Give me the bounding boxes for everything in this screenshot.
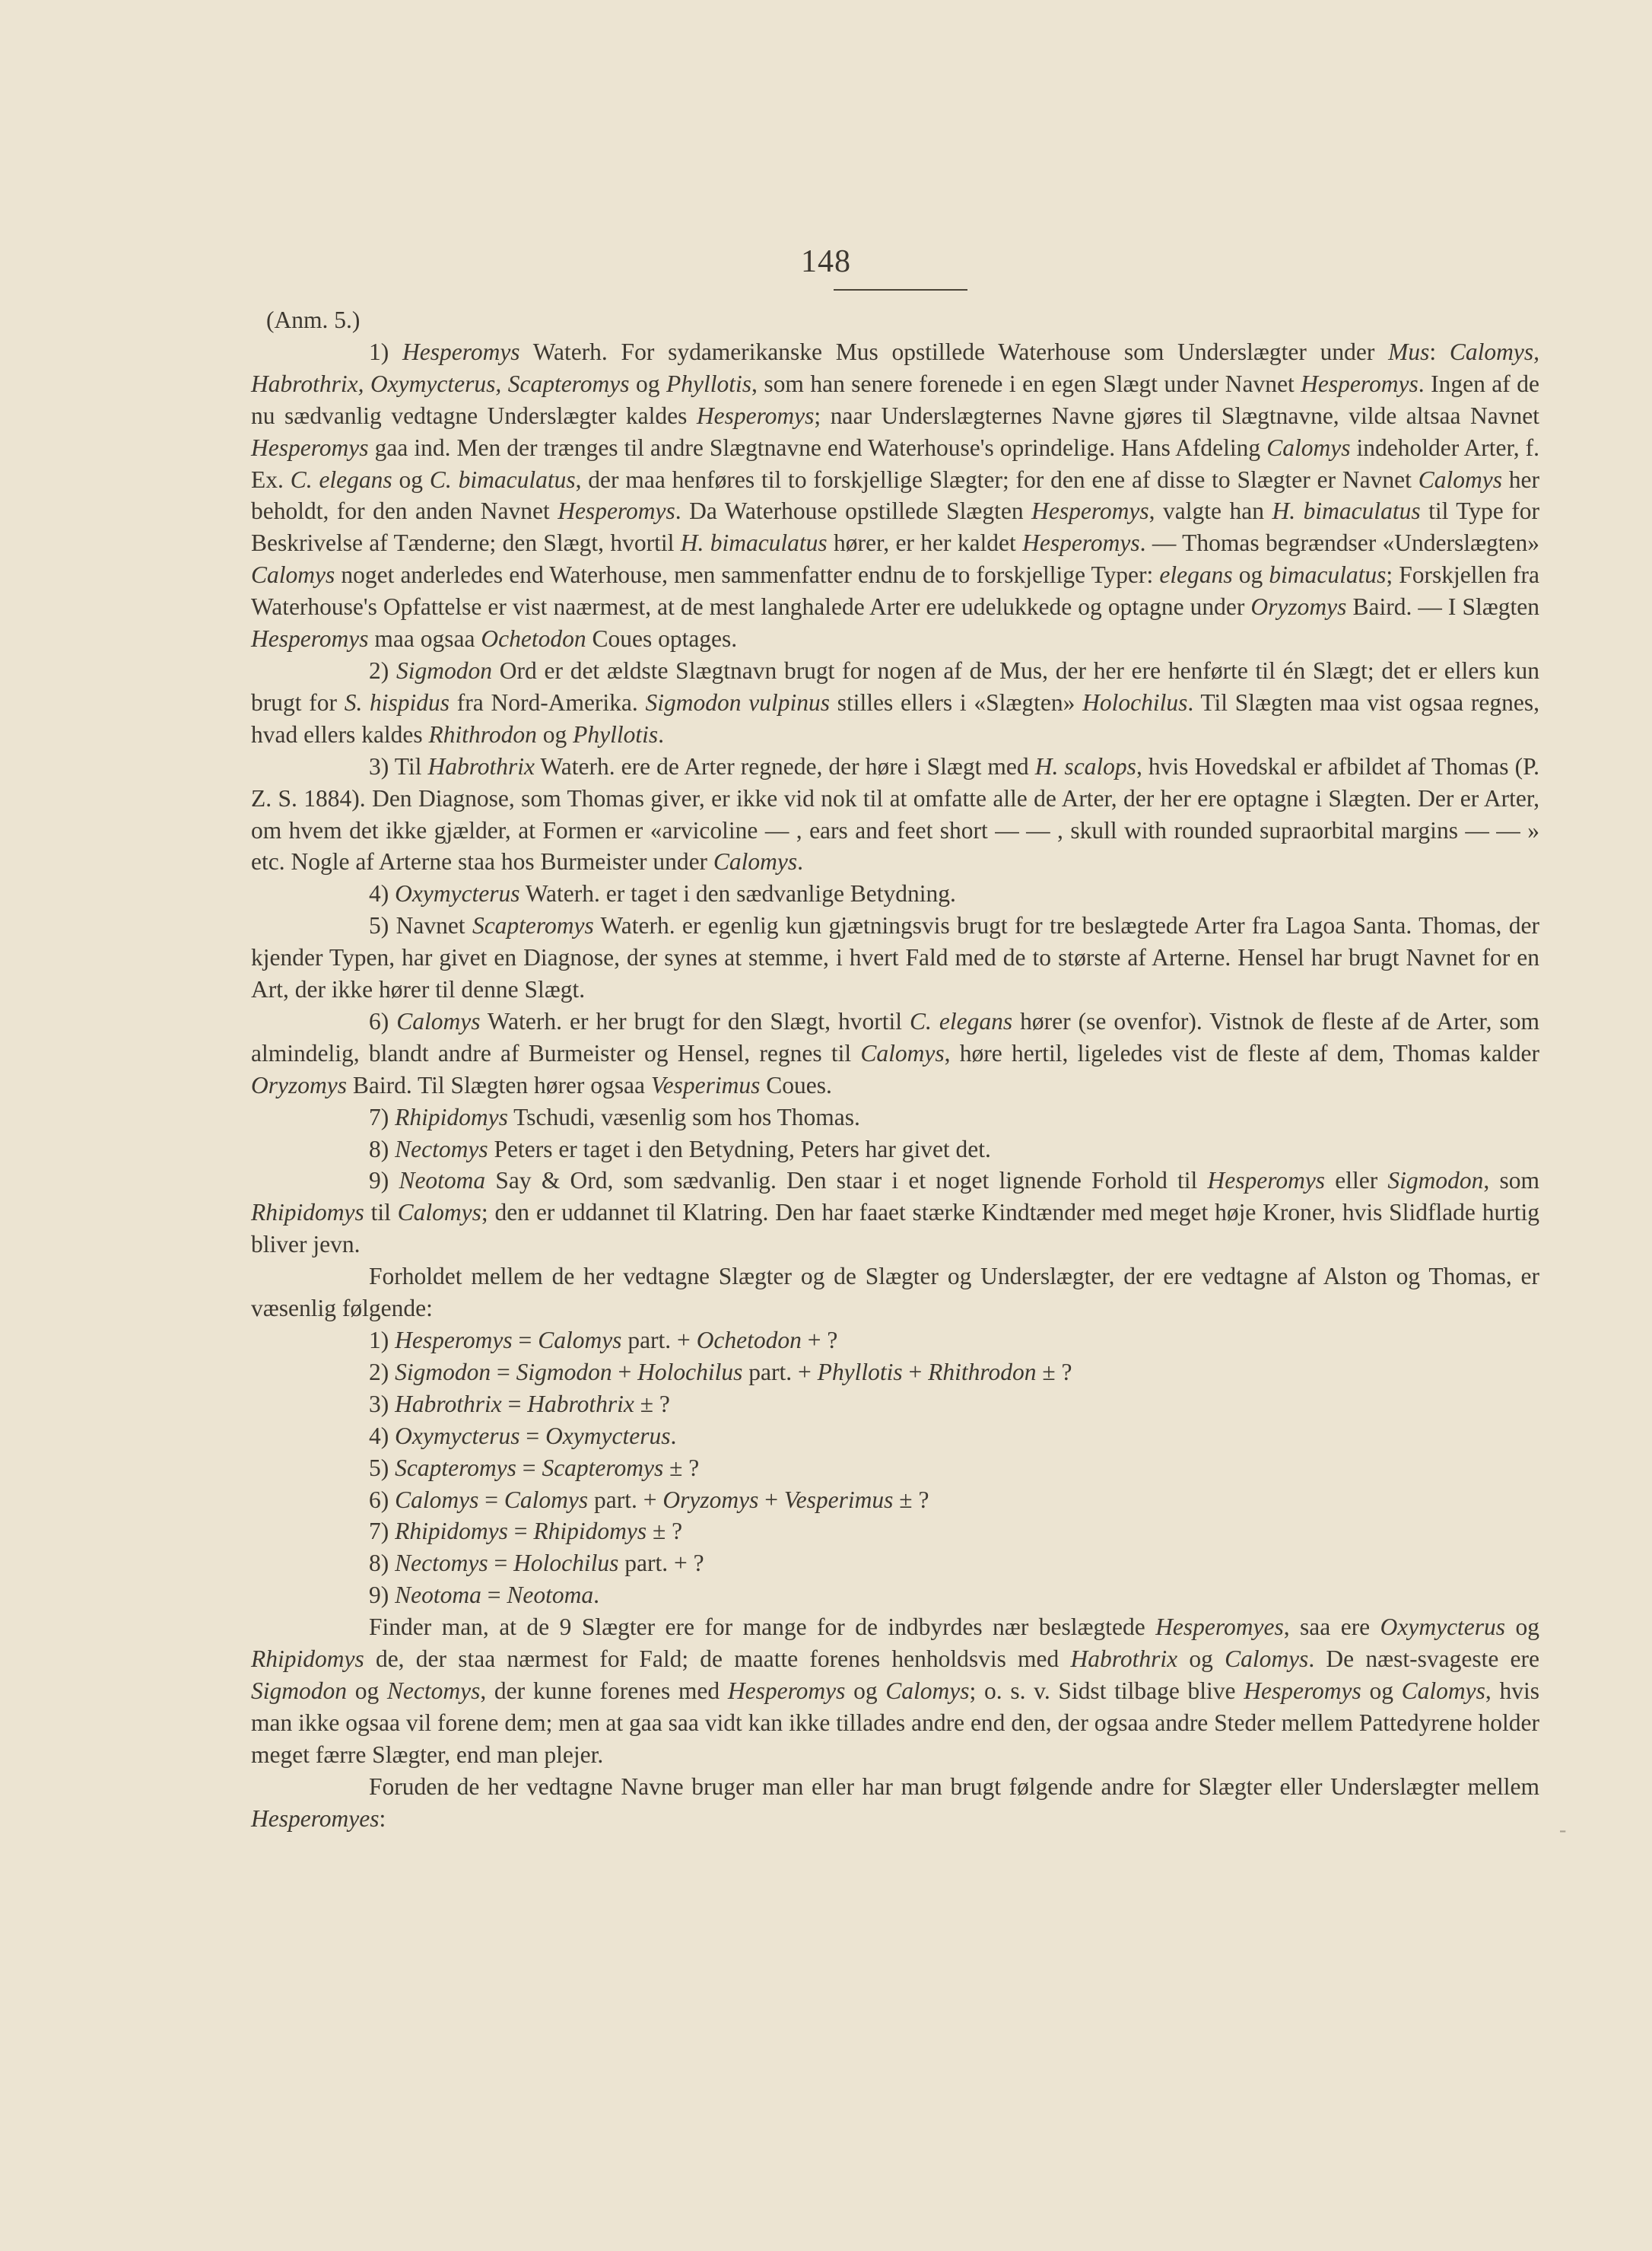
text-run: .	[658, 720, 665, 748]
footnote-paragraph	[251, 1261, 1539, 1324]
text-run: til Type for Beskrivelse af Tænderne; den Slægt, hvortil	[251, 498, 1539, 557]
closing-paragraph	[251, 1611, 1539, 1771]
text-run: =	[478, 1486, 504, 1513]
text-run: 6)	[369, 1007, 397, 1035]
text-run: , høre hertil, ligeledes vist de fleste af dem, Thomas kalder	[944, 1039, 1539, 1067]
taxon-name: Sigmodon	[1387, 1167, 1484, 1194]
text-run: 9)	[369, 1582, 396, 1609]
text-run: 6)	[369, 1486, 396, 1513]
taxon-name: Phyllotis	[817, 1358, 903, 1385]
footnote-paragraph	[251, 1165, 1539, 1261]
text-run: , saa ere	[1283, 1614, 1380, 1641]
footnote-paragraph	[251, 751, 1539, 879]
taxon-name: Calomys	[395, 1486, 479, 1513]
taxon-name: Oryzomys	[251, 1071, 347, 1098]
text-run: .	[593, 1582, 600, 1609]
text-run: , valgte han	[1148, 498, 1272, 525]
text-run: + ?	[801, 1327, 838, 1353]
taxon-name: Oxymycterus	[395, 1422, 520, 1449]
equivalence-line	[251, 1452, 1539, 1484]
text-run: hører (se ovenfor). Vistnok de fleste af de Arter, som almindelig, blandt andre af Burmeister og Hensel, regnes til	[251, 1007, 1540, 1067]
taxon-name: Nectomys	[386, 1677, 481, 1704]
taxon-name: Oryzomys	[662, 1486, 759, 1513]
taxon-name: Oxymycterus	[1380, 1614, 1506, 1641]
text-run: til	[364, 1199, 398, 1226]
text-run: 5) Navnet	[369, 912, 472, 940]
text-run: Waterh. ere de Arter regnede, der høre i Slægt med	[535, 752, 1035, 780]
annotation-heading: (Anm. 5.)	[266, 307, 361, 333]
taxon-name: Sigmodon	[395, 1358, 491, 1385]
footnote-paragraph	[251, 655, 1539, 751]
taxon-name: C. bimaculatus	[429, 466, 576, 493]
text-run: gaa ind. Men der trænges til andre Slægtnavne end Waterhouse's oprindelige. Hans Afdeling	[368, 434, 1267, 461]
taxon-name: H. scalops	[1034, 752, 1136, 780]
text-run: .	[797, 848, 804, 876]
text-run: =	[519, 1422, 546, 1449]
text-run: . Da Waterhouse opstillede Slægten	[675, 498, 1032, 525]
text-run: Foruden de her vedtagne Navne bruger man eller har man brugt følgende andre for Slægter eller Underslægter mellem	[369, 1773, 1539, 1800]
text-run: og	[1361, 1677, 1402, 1704]
text-run: 5)	[369, 1454, 396, 1481]
taxon-name: Holochilus	[1082, 688, 1188, 716]
text-run: Baird. Til Slægten hører ogsaa	[347, 1071, 651, 1098]
text-run: 1)	[369, 1327, 396, 1353]
taxon-name: Sigmodon	[396, 657, 492, 684]
text-run: +	[612, 1358, 638, 1385]
text-run: Say & Ord, som sædvanlig. Den staar i et noget lignende Forhold til	[485, 1167, 1208, 1194]
taxon-name: Sigmodon	[516, 1358, 612, 1385]
text-run: =	[488, 1550, 514, 1577]
taxon-name: S. hispidus	[344, 688, 450, 716]
equivalence-line	[251, 1515, 1539, 1547]
text-run: ; naar Underslægternes Navne gjøres til Slægtnavne, vilde altsaa Navnet	[814, 402, 1539, 429]
taxon-name: Calomys, Habrothrix, Oxymycterus, Scapteromys	[251, 338, 1539, 397]
taxon-name: Calomys	[397, 1199, 481, 1226]
text-run: ± ?	[647, 1518, 683, 1545]
text-run: ; den er uddannet til Klatring. Den har faaet stærke Kindtænder med meget høje Kroner, hvis Slidflade hurtig bliver jevn.	[251, 1199, 1539, 1258]
body-text	[251, 304, 1539, 1835]
taxon-name: Hesperomys	[696, 402, 815, 429]
equivalence-line	[251, 1388, 1539, 1420]
text-run: , hvis Hovedskal er afbildet af Thomas (P. Z. S. 1884). Den Diagnose, som Thomas giver, er ikke vid nok til at omfatte alle de Arter, der her ere optagne i Slægten. Der er Arter, om hvem det ikke gjælder, at Formen er «arvicoline — , ears and feet short — — , skull with rounded supraorbital margins — — » etc. Nogle af Arterne staa hos Burmeister under	[251, 752, 1539, 876]
text-run: ± ?	[893, 1486, 929, 1513]
text-run: 8)	[369, 1550, 396, 1577]
text-run: 4)	[369, 1422, 396, 1449]
text-run: og	[845, 1677, 886, 1704]
text-run: 3)	[369, 1390, 396, 1417]
taxon-name: H. bimaculatus	[1272, 498, 1421, 525]
text-run: fra Nord-Amerika.	[450, 688, 646, 716]
text-run: 9)	[369, 1167, 399, 1194]
text-run: Waterh. For sydamerikanske Mus opstillede Waterhouse som Underslægter under	[519, 338, 1389, 365]
taxon-name: Neotoma	[399, 1167, 486, 1194]
text-run: Baird. — I Slægten	[1346, 593, 1539, 621]
taxon-name: Hesperomys	[402, 338, 520, 365]
text-run: ± ?	[634, 1390, 670, 1417]
taxon-name: Rhipidomys	[251, 1645, 364, 1673]
taxon-name: Calomys	[860, 1039, 945, 1067]
text-run: part. + ?	[618, 1550, 704, 1577]
text-run: Waterh. er taget i den sædvanlige Betydning.	[519, 880, 956, 908]
taxon-name: Calomys	[1401, 1677, 1485, 1704]
text-run: , som	[1483, 1167, 1539, 1194]
text-run: Forholdet mellem de her vedtagne Slægter og de Slægter og Underslægter, der ere vedtagne af Alston og Thomas, er væsenlig følgende:	[251, 1263, 1539, 1322]
taxon-name: Sigmodon vulpinus	[645, 688, 830, 716]
text-run: Coues.	[760, 1071, 832, 1098]
text-run: Tschudi, væsenlig som hos Thomas.	[507, 1103, 860, 1130]
taxon-name: Habrothrix	[1070, 1645, 1178, 1673]
footnote-paragraph	[251, 878, 1539, 910]
text-run: indeholder Arter, f. Ex.	[251, 434, 1539, 493]
taxon-name: Rhithrodon	[928, 1358, 1037, 1385]
text-run: og	[1505, 1614, 1539, 1641]
taxon-name: Holochilus	[637, 1358, 743, 1385]
text-run: 7)	[369, 1518, 396, 1545]
taxon-name: Calomys	[504, 1486, 589, 1513]
equivalence-line	[251, 1420, 1539, 1452]
text-run: Waterh. er her brugt for den Slægt, hvortil	[480, 1007, 910, 1035]
text-run: og	[1232, 561, 1269, 589]
text-run: Coues optages.	[586, 625, 738, 653]
taxon-name: Nectomys	[395, 1135, 488, 1162]
text-run: , der maa henføres til to forskjellige Slægter; for den ene af disse to Slægter er Navnet	[575, 466, 1418, 493]
text-run: . Til Slægten maa vist ogsaa regnes, hvad ellers kaldes	[251, 688, 1539, 748]
genus-equivalence-list	[251, 1324, 1539, 1611]
closing-paragraphs	[251, 1611, 1539, 1834]
taxon-name: Hesperomys	[1244, 1677, 1361, 1704]
text-run: og	[347, 1677, 387, 1704]
taxon-name: Hesperomys	[1031, 498, 1149, 525]
taxon-name: Hesperomys	[1022, 529, 1140, 557]
text-run: 1)	[369, 338, 403, 365]
taxon-name: Calomys	[251, 561, 335, 589]
taxon-name: C. elegans	[290, 466, 392, 493]
taxon-name: Calomys	[396, 1007, 481, 1035]
taxon-name: Hesperomys	[558, 498, 675, 525]
equivalence-line	[251, 1547, 1539, 1579]
text-run: og	[629, 370, 666, 397]
taxon-name: bimaculatus	[1269, 561, 1387, 589]
footnote-paragraph	[251, 1133, 1539, 1165]
taxon-name: Habrothrix	[527, 1390, 634, 1417]
taxon-name: Sigmodon	[251, 1677, 347, 1704]
text-run: maa ogsaa	[368, 625, 481, 653]
text-run: , der kunne forenes med	[480, 1677, 728, 1704]
text-run: stilles ellers i «Slægten»	[830, 688, 1083, 716]
taxon-name: Holochilus	[513, 1550, 619, 1577]
taxon-name: Mus	[1388, 338, 1430, 365]
equivalence-line	[251, 1356, 1539, 1388]
taxon-name: Vesperimus	[783, 1486, 894, 1513]
text-run: . — Thomas begrændser «Underslægten»	[1139, 529, 1539, 557]
text-run: , hvis man ikke ogsaa vil forene dem; men at gaa saa vidt kan ikke tillades andre end den, der ogsaa andre Steder mellem Pattedyrene holder meget færre Slægter, end man plejer.	[251, 1677, 1540, 1768]
text-run: ; Forskjellen fra Waterhouse's Opfattelse er vist naærmest, at de mest langhalede Arter ere udelukkede og optagne under	[251, 561, 1540, 621]
taxon-name: Scapteromys	[395, 1454, 516, 1481]
text-run: og	[1177, 1645, 1225, 1673]
text-run: og	[536, 720, 573, 748]
text-run: Finder man, at de 9 Slægter ere for mange for de indbyrdes nær beslægtede	[369, 1614, 1156, 1641]
taxon-name: Vesperimus	[650, 1071, 761, 1098]
taxon-name: Phyllotis	[573, 720, 659, 748]
footnote-paragraphs	[251, 336, 1539, 1324]
text-run: Waterh. er egenlig kun gjætningsvis brugt for tre beslægtede Arter fra Lagoa Santa. Thomas, der kjender Typen, har givet en Diagnose, der synes at stemme, i hvert Fald med de to største af Arterne. Hensel har brugt Navnet for en Art, der ikke hører til denne Slægt.	[251, 912, 1540, 1003]
taxon-name: Neotoma	[507, 1582, 594, 1609]
footnote-paragraph	[251, 910, 1539, 1006]
taxon-name: elegans	[1159, 561, 1233, 589]
text-run: eller	[1325, 1167, 1388, 1194]
text-run: . Ingen af de nu sædvanlig vedtagne Underslægter kaldes	[251, 370, 1539, 429]
text-run: 7)	[369, 1103, 396, 1130]
text-run: her beholdt, for den anden Navnet	[251, 466, 1540, 525]
taxon-name: Habrothrix	[395, 1390, 502, 1417]
taxon-name: Rhipidomys	[533, 1518, 647, 1545]
text-run: Peters er taget i den Betydning, Peters har givet det.	[488, 1135, 991, 1162]
taxon-name: Oxymycterus	[545, 1422, 671, 1449]
text-run: =	[501, 1390, 528, 1417]
taxon-name: Neotoma	[395, 1582, 481, 1609]
text-run: =	[491, 1358, 516, 1385]
taxon-name: Hesperomyes	[1155, 1614, 1284, 1641]
taxon-name: Habrothrix	[427, 752, 535, 780]
text-run: part. +	[742, 1358, 818, 1385]
footnote-paragraph	[251, 1102, 1539, 1133]
taxon-name: Rhipidomys	[251, 1199, 364, 1226]
text-run: de, der staa nærmest for Fald; de maatte forenes henholdsvis med	[364, 1645, 1071, 1673]
text-run: +	[902, 1358, 929, 1385]
text-run: Ord er det ældste Slægtnavn brugt for nogen af de Mus, der her ere henførte til én Slægt; det er ellers kun brugt for	[251, 657, 1539, 716]
text-run: 4)	[369, 880, 396, 908]
text-run: ; o. s. v. Sidst tilbage blive	[969, 1677, 1244, 1704]
text-run: 2)	[369, 657, 396, 684]
footnote-paragraph	[251, 1006, 1539, 1102]
taxon-name: Hesperomys	[727, 1677, 846, 1704]
text-run: :	[1429, 338, 1450, 365]
page-number-rule	[834, 289, 967, 291]
text-run: ± ?	[663, 1454, 700, 1481]
taxon-name: Calomys	[1418, 466, 1502, 493]
text-run: :	[379, 1804, 386, 1832]
text-run: , som han senere forenede i en egen Slægt under Navnet	[751, 370, 1301, 397]
taxon-name: Scapteromys	[472, 912, 594, 940]
text-run: =	[481, 1582, 507, 1609]
text-run: .	[670, 1422, 677, 1449]
text-run: 3) Til	[369, 752, 428, 780]
taxon-name: Ochetodon	[481, 625, 586, 653]
taxon-name: Hesperomys	[1207, 1167, 1326, 1194]
taxon-name: Rhipidomys	[395, 1518, 508, 1545]
taxon-name: H. bimaculatus	[680, 529, 828, 557]
text-run: hører, er her kaldet	[827, 529, 1023, 557]
taxon-name: Calomys	[885, 1677, 970, 1704]
text-run: 8)	[369, 1135, 396, 1162]
equivalence-line	[251, 1324, 1539, 1356]
text-run: +	[758, 1486, 784, 1513]
text-run: . De næst-svageste ere	[1308, 1645, 1540, 1673]
text-run: =	[516, 1454, 542, 1481]
taxon-name: Hesperomys	[1301, 370, 1418, 397]
text-run: ± ?	[1036, 1358, 1072, 1385]
taxon-name: Hesperomys	[395, 1327, 513, 1353]
text-run: =	[512, 1327, 538, 1353]
taxon-name: Nectomys	[395, 1550, 488, 1577]
taxon-name: Phyllotis	[666, 370, 751, 397]
text-run: =	[507, 1518, 534, 1545]
taxon-name: Hesperomys	[251, 625, 369, 653]
taxon-name: Hesperomys	[251, 434, 369, 461]
text-run: part. +	[588, 1486, 663, 1513]
footnote-paragraph	[251, 336, 1539, 655]
taxon-name: Calomys	[1225, 1645, 1309, 1673]
taxon-name: Ochetodon	[696, 1327, 802, 1353]
taxon-name: Rhithrodon	[428, 720, 537, 748]
equivalence-line	[251, 1484, 1539, 1516]
taxon-name: Scapteromys	[542, 1454, 664, 1481]
closing-paragraph	[251, 1771, 1539, 1835]
taxon-name: Rhipidomys	[395, 1103, 508, 1130]
taxon-name: Oryzomys	[1250, 593, 1347, 621]
taxon-name: Calomys	[538, 1327, 622, 1353]
taxon-name: Calomys	[713, 848, 798, 876]
text-run: noget anderledes end Waterhouse, men sammenfatter endnu de to forskjellige Typer:	[335, 561, 1160, 589]
text-run: 2)	[369, 1358, 396, 1385]
page-number: 148	[801, 244, 851, 279]
margin-mark: -	[1559, 1818, 1567, 1842]
taxon-name: Hesperomyes	[251, 1804, 380, 1832]
text-run: part. +	[621, 1327, 697, 1353]
taxon-name: C. elegans	[910, 1007, 1013, 1035]
taxon-name: Calomys	[1266, 434, 1351, 461]
taxon-name: Oxymycterus	[395, 880, 520, 908]
text-run: og	[392, 466, 430, 493]
equivalence-line	[251, 1579, 1539, 1611]
